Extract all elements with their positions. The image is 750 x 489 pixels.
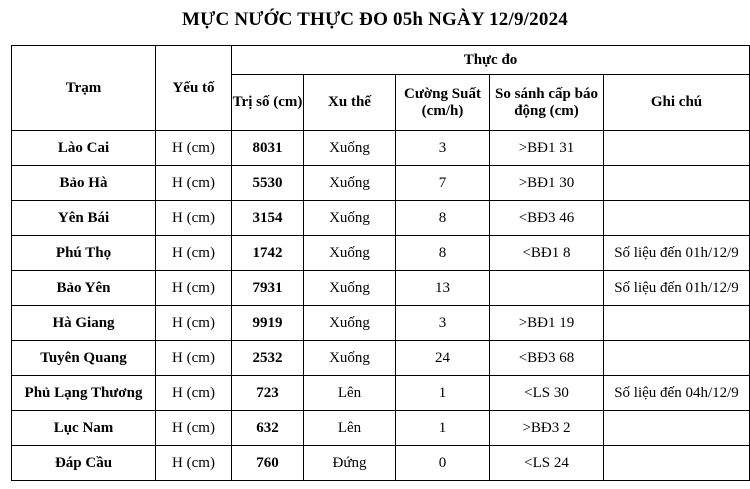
cell-note	[604, 201, 750, 236]
header-intensity: Cường Suất (cm/h)	[396, 75, 490, 131]
cell-value: 723	[232, 376, 304, 411]
table-row	[12, 131, 750, 166]
cell-note	[604, 131, 750, 166]
cell-compare: >BĐ1 30	[490, 166, 604, 201]
cell-compare	[490, 271, 604, 306]
cell-element: H (cm)	[156, 446, 232, 481]
cell-element: H (cm)	[156, 236, 232, 271]
header-value: Trị số (cm)	[232, 75, 304, 131]
cell-intensity: 3	[396, 306, 490, 341]
water-level-table	[11, 45, 750, 481]
cell-trend: Xuống	[304, 341, 396, 376]
cell-compare: <BĐ3 68	[490, 341, 604, 376]
cell-note	[604, 166, 750, 201]
cell-intensity: 3	[396, 131, 490, 166]
table-row	[12, 411, 750, 446]
header-compare: So sánh cấp báo động (cm)	[490, 75, 604, 131]
cell-element: H (cm)	[156, 271, 232, 306]
cell-value: 8031	[232, 131, 304, 166]
table-row	[12, 236, 750, 271]
header-measured-group: Thực đo	[232, 46, 750, 75]
table-row	[12, 201, 750, 236]
cell-compare: <BĐ1 8	[490, 236, 604, 271]
header-note: Ghi chú	[604, 75, 750, 131]
header-station: Trạm	[12, 46, 156, 131]
page-title: MỰC NƯỚC THỰC ĐO 05h NGÀY 12/9/2024	[182, 9, 568, 30]
header-trend: Xu thế	[304, 75, 396, 131]
table-row	[12, 376, 750, 411]
cell-element: H (cm)	[156, 166, 232, 201]
cell-compare: >BĐ1 19	[490, 306, 604, 341]
cell-compare: >BĐ1 31	[490, 131, 604, 166]
cell-trend: Xuống	[304, 271, 396, 306]
cell-intensity: 24	[396, 341, 490, 376]
cell-element: H (cm)	[156, 306, 232, 341]
cell-station: Đáp Cầu	[12, 446, 156, 481]
cell-trend: Xuống	[304, 201, 396, 236]
table-row	[12, 166, 750, 201]
cell-note: Số liệu đến 04h/12/9	[604, 376, 750, 411]
cell-value: 3154	[232, 201, 304, 236]
cell-note: Số liệu đến 01h/12/9	[604, 236, 750, 271]
table-row	[12, 306, 750, 341]
cell-value: 1742	[232, 236, 304, 271]
cell-value: 632	[232, 411, 304, 446]
cell-element: H (cm)	[156, 131, 232, 166]
cell-station: Yên Bái	[12, 201, 156, 236]
cell-intensity: 1	[396, 411, 490, 446]
cell-intensity: 13	[396, 271, 490, 306]
cell-trend: Lên	[304, 376, 396, 411]
cell-trend: Lên	[304, 411, 396, 446]
cell-station: Lục Nam	[12, 411, 156, 446]
cell-compare: <LS 30	[490, 376, 604, 411]
cell-trend: Xuống	[304, 166, 396, 201]
cell-station: Tuyên Quang	[12, 341, 156, 376]
cell-compare: >BĐ3 2	[490, 411, 604, 446]
cell-intensity: 8	[396, 201, 490, 236]
cell-value: 760	[232, 446, 304, 481]
cell-intensity: 1	[396, 376, 490, 411]
cell-station: Lào Cai	[12, 131, 156, 166]
cell-note	[604, 411, 750, 446]
cell-trend: Xuống	[304, 236, 396, 271]
cell-element: H (cm)	[156, 341, 232, 376]
cell-value: 9919	[232, 306, 304, 341]
cell-station: Bảo Hà	[12, 166, 156, 201]
table-row	[12, 271, 750, 306]
cell-station: Phủ Lạng Thương	[12, 376, 156, 411]
cell-trend: Xuống	[304, 306, 396, 341]
cell-element: H (cm)	[156, 411, 232, 446]
cell-value: 5530	[232, 166, 304, 201]
cell-compare: <LS 24	[490, 446, 604, 481]
cell-station: Hà Giang	[12, 306, 156, 341]
cell-compare: <BĐ3 46	[490, 201, 604, 236]
cell-element: H (cm)	[156, 376, 232, 411]
cell-note	[604, 341, 750, 376]
cell-value: 7931	[232, 271, 304, 306]
table-row	[12, 446, 750, 481]
header-element: Yếu tố	[156, 46, 232, 131]
cell-value: 2532	[232, 341, 304, 376]
cell-trend: Xuống	[304, 131, 396, 166]
cell-trend: Đứng	[304, 446, 396, 481]
cell-station: Phú Thọ	[12, 236, 156, 271]
cell-note: Số liệu đến 01h/12/9	[604, 271, 750, 306]
cell-intensity: 8	[396, 236, 490, 271]
cell-note	[604, 446, 750, 481]
cell-intensity: 7	[396, 166, 490, 201]
table-row	[12, 341, 750, 376]
cell-element: H (cm)	[156, 201, 232, 236]
cell-station: Bảo Yên	[12, 271, 156, 306]
cell-intensity: 0	[396, 446, 490, 481]
cell-note	[604, 306, 750, 341]
